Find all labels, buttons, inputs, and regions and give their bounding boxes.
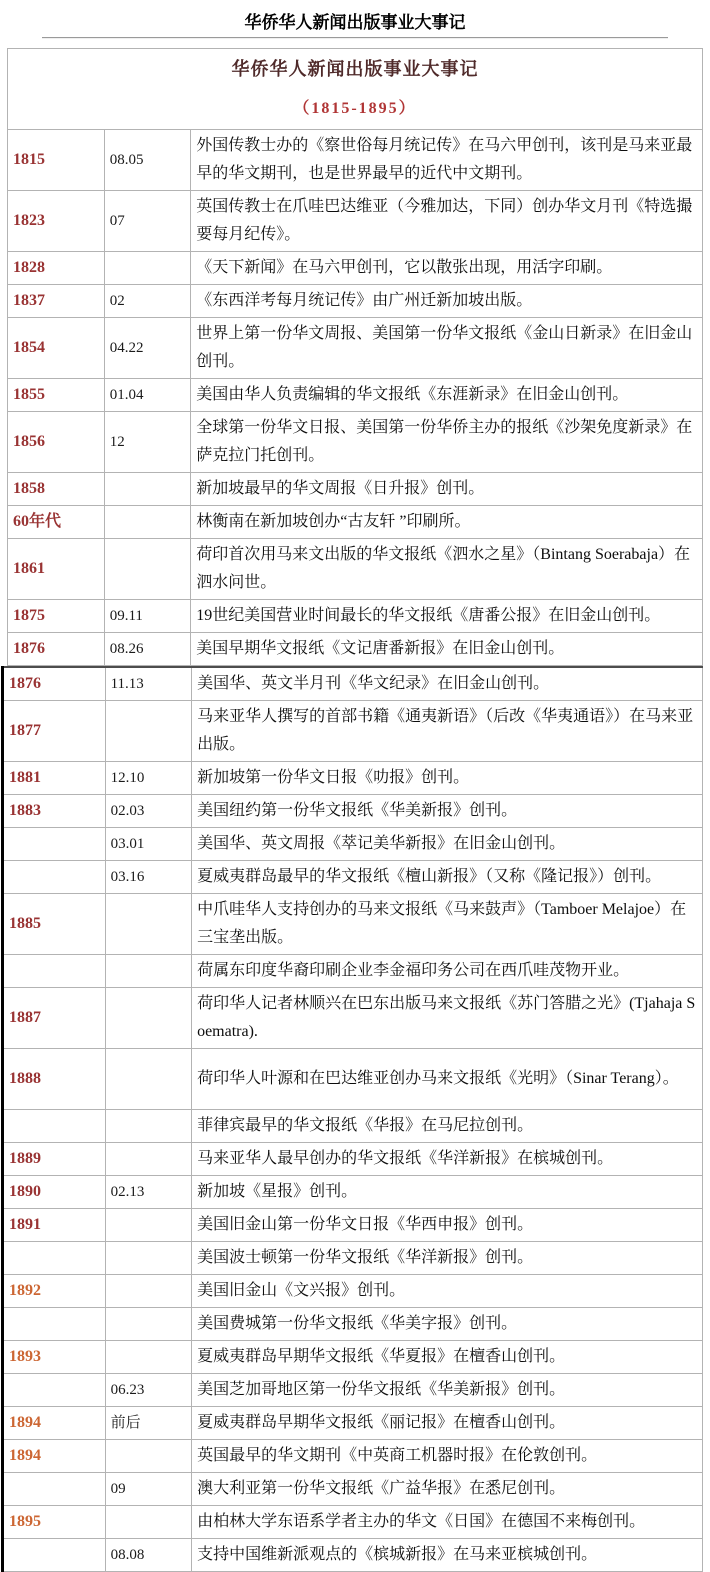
year-cell: 1877 — [3, 701, 106, 762]
date-cell — [105, 701, 191, 762]
year-cell: 1891 — [3, 1209, 106, 1242]
year-cell: 1885 — [3, 894, 106, 955]
year-cell — [3, 1110, 106, 1143]
date-cell — [105, 1209, 191, 1242]
year-cell: 1895 — [3, 1506, 106, 1539]
date-cell — [105, 988, 191, 1049]
year-cell — [3, 1473, 106, 1506]
table-row — [3, 1506, 703, 1539]
table-row — [8, 318, 703, 379]
table-row — [8, 252, 703, 285]
title-divider — [42, 37, 668, 39]
year-cell: 1893 — [3, 1341, 106, 1374]
table-header-cell — [8, 49, 703, 130]
date-cell: 08.08 — [105, 1539, 191, 1572]
date-cell: 06.23 — [105, 1374, 191, 1407]
table-row — [3, 795, 703, 828]
table-row — [3, 1242, 703, 1275]
date-cell — [105, 894, 191, 955]
event-cell: 夏威夷群岛最早的华文报纸《檀山新报》（又称《隆记报》）创刊。 — [192, 861, 703, 894]
date-cell — [105, 1440, 191, 1473]
table-header-row — [8, 49, 703, 130]
event-cell: 美国华、英文周报《萃记美华新报》在旧金山创刊。 — [192, 828, 703, 861]
date-cell: 08.05 — [104, 130, 191, 191]
year-cell: 1855 — [8, 379, 105, 412]
table-row — [8, 412, 703, 473]
table-row — [3, 894, 703, 955]
table-row — [3, 1407, 703, 1440]
date-cell: 03.16 — [105, 861, 191, 894]
table-row — [8, 539, 703, 600]
table-row — [3, 1049, 703, 1110]
year-cell: 1888 — [3, 1049, 106, 1110]
event-cell: 新加坡第一份华文日报《叻报》创刊。 — [192, 762, 703, 795]
table-row — [3, 1440, 703, 1473]
date-cell — [104, 252, 191, 285]
year-cell: 1854 — [8, 318, 105, 379]
table-row — [3, 1275, 703, 1308]
table-row — [3, 955, 703, 988]
event-cell: 全球第一份华文日报、美国第一份华侨主办的报纸《沙架免度新录》在萨克拉门托创刊。 — [191, 412, 703, 473]
date-cell — [105, 1143, 191, 1176]
date-cell — [105, 1242, 191, 1275]
year-cell: 1889 — [3, 1143, 106, 1176]
event-cell: 中爪哇华人支持创办的马来文报纸《马来鼓声》（Tamboer Melajoe）在三宝垄出版。 — [192, 894, 703, 955]
event-cell: 世界上第一份华文周报、美国第一份华文报纸《金山日新录》在旧金山创刊。 — [191, 318, 703, 379]
date-cell: 04.22 — [104, 318, 191, 379]
event-cell: 美国早期华文报纸《文记唐番新报》在旧金山创刊。 — [191, 633, 703, 666]
event-cell: 英国传教士在爪哇巴达维亚（今雅加达，下同）创办华文月刊《特选撮要每月纪传》。 — [191, 191, 703, 252]
event-cell: 《天下新闻》在马六甲创刊，它以散张出现，用活字印刷。 — [191, 252, 703, 285]
date-cell: 09 — [105, 1473, 191, 1506]
date-cell — [105, 1275, 191, 1308]
table-row — [3, 1341, 703, 1374]
year-cell: 1892 — [3, 1275, 106, 1308]
event-cell: 荷印首次用马来文出版的华文报纸《泗水之星》（Bintang Soerabaja）在泗水问世。 — [191, 539, 703, 600]
event-cell: 荷属东印度华裔印刷企业李金福印务公司在西爪哇茂物开业。 — [192, 955, 703, 988]
table-row — [8, 379, 703, 412]
table-row — [3, 1110, 703, 1143]
date-cell: 01.04 — [104, 379, 191, 412]
year-cell: 1894 — [3, 1440, 106, 1473]
year-cell — [3, 1242, 106, 1275]
date-cell: 09.11 — [104, 600, 191, 633]
date-cell — [104, 506, 191, 539]
table-row — [8, 191, 703, 252]
event-cell: 夏威夷群岛早期华文报纸《华夏报》在檀香山创刊。 — [192, 1341, 703, 1374]
year-cell — [3, 828, 106, 861]
date-cell — [104, 539, 191, 600]
event-cell: 澳大利亚第一份华文报纸《广益华报》在悉尼创刊。 — [192, 1473, 703, 1506]
date-cell — [105, 1308, 191, 1341]
year-cell — [3, 861, 106, 894]
year-cell: 1883 — [3, 795, 106, 828]
date-cell: 03.01 — [105, 828, 191, 861]
date-cell: 前后 — [105, 1407, 191, 1440]
table-row — [3, 828, 703, 861]
event-cell: 夏威夷群岛早期华文报纸《丽记报》在檀香山创刊。 — [192, 1407, 703, 1440]
table-row — [3, 988, 703, 1049]
year-cell — [3, 1308, 106, 1341]
date-cell — [104, 473, 191, 506]
date-cell — [105, 1341, 191, 1374]
date-cell: 11.13 — [105, 667, 191, 701]
table-row — [3, 1308, 703, 1341]
table-row — [3, 667, 703, 701]
table-row — [8, 600, 703, 633]
table-row — [3, 701, 703, 762]
date-cell: 02.13 — [105, 1176, 191, 1209]
table-row — [3, 861, 703, 894]
table-row — [8, 130, 703, 191]
event-cell: 美国华、英文半月刊《华文纪录》在旧金山创刊。 — [192, 667, 703, 701]
year-cell: 1887 — [3, 988, 106, 1049]
year-cell: 1858 — [8, 473, 105, 506]
table-subtitle: （1815-1895） — [293, 100, 417, 117]
event-cell: 菲律宾最早的华文报纸《华报》在马尼拉创刊。 — [192, 1110, 703, 1143]
table-row — [8, 506, 703, 539]
table-row — [3, 1473, 703, 1506]
year-cell: 1828 — [8, 252, 105, 285]
year-cell: 1856 — [8, 412, 105, 473]
event-cell: 林衡南在新加坡创办“古友轩 ”印刷所。 — [191, 506, 703, 539]
year-cell: 1876 — [8, 633, 105, 666]
event-cell: 马来亚华人撰写的首部书籍《通夷新语》（后改《华夷通语》）在马来亚出版。 — [192, 701, 703, 762]
year-cell: 1881 — [3, 762, 106, 795]
date-cell — [105, 1506, 191, 1539]
chronology-table-lower — [1, 666, 703, 1572]
table-row — [8, 473, 703, 506]
table-row — [3, 1374, 703, 1407]
year-cell: 1861 — [8, 539, 105, 600]
event-cell: 美国费城第一份华文报纸《华美字报》创刊。 — [192, 1308, 703, 1341]
event-cell: 美国纽约第一份华文报纸《华美新报》创刊。 — [192, 795, 703, 828]
table-row — [3, 762, 703, 795]
date-cell: 07 — [104, 191, 191, 252]
date-cell: 02.03 — [105, 795, 191, 828]
date-cell — [105, 1110, 191, 1143]
event-cell: 外国传教士办的《察世俗每月统记传》在马六甲创刊，该刊是马来亚最早的华文期刊，也是世界最早的近代中文期刊。 — [191, 130, 703, 191]
event-cell: 新加坡《星报》创刊。 — [192, 1176, 703, 1209]
table-row — [3, 1176, 703, 1209]
year-cell — [3, 955, 106, 988]
event-cell: 英国最早的华文期刊《中英商工机器时报》在伦敦创刊。 — [192, 1440, 703, 1473]
event-cell: 由柏林大学东语系学者主办的华文《日国》在德国不来梅创刊。 — [192, 1506, 703, 1539]
event-cell: 美国波士顿第一份华文报纸《华洋新报》创刊。 — [192, 1242, 703, 1275]
event-cell: 美国旧金山第一份华文日报《华西申报》创刊。 — [192, 1209, 703, 1242]
event-cell: 新加坡最早的华文周报《日升报》创刊。 — [191, 473, 703, 506]
chronology-table-upper — [7, 48, 703, 666]
page-title: 华侨华人新闻出版事业大事记 — [244, 13, 466, 32]
event-cell: 美国芝加哥地区第一份华文报纸《华美新报》创刊。 — [192, 1374, 703, 1407]
year-cell — [3, 1539, 106, 1572]
year-cell: 1823 — [8, 191, 105, 252]
year-cell: 1876 — [3, 667, 106, 701]
event-cell: 《东西洋考每月统记传》由广州迁新加坡出版。 — [191, 285, 703, 318]
year-cell: 1890 — [3, 1176, 106, 1209]
table-row — [3, 1209, 703, 1242]
year-cell: 60年代 — [8, 506, 105, 539]
event-cell: 美国由华人负责编辑的华文报纸《东涯新录》在旧金山创刊。 — [191, 379, 703, 412]
year-cell: 1815 — [8, 130, 105, 191]
date-cell: 08.26 — [104, 633, 191, 666]
year-cell: 1837 — [8, 285, 105, 318]
date-cell: 12 — [104, 412, 191, 473]
event-cell: 马来亚华人最早创办的华文报纸《华洋新报》在槟城创刊。 — [192, 1143, 703, 1176]
event-cell: 荷印华人叶源和在巴达维亚创办马来文报纸《光明》（Sinar Terang）。 — [192, 1049, 703, 1110]
table-row — [8, 285, 703, 318]
event-cell: 支持中国维新派观点的《槟城新报》在马来亚槟城创刊。 — [192, 1539, 703, 1572]
table-row — [3, 1143, 703, 1176]
table-row — [3, 1539, 703, 1572]
event-cell: 美国旧金山《文兴报》创刊。 — [192, 1275, 703, 1308]
year-cell — [3, 1374, 106, 1407]
table-row — [8, 633, 703, 666]
date-cell — [105, 955, 191, 988]
event-cell: 19世纪美国营业时间最长的华文报纸《唐番公报》在旧金山创刊。 — [191, 600, 703, 633]
event-cell: 荷印华人记者林顺兴在巴东出版马来文报纸《苏门答腊之光》(Tjahaja Soematra). — [192, 988, 703, 1049]
table-title: 华侨华人新闻出版事业大事记 — [231, 59, 479, 79]
date-cell: 12.10 — [105, 762, 191, 795]
year-cell: 1894 — [3, 1407, 106, 1440]
date-cell — [105, 1049, 191, 1110]
date-cell: 02 — [104, 285, 191, 318]
year-cell: 1875 — [8, 600, 105, 633]
